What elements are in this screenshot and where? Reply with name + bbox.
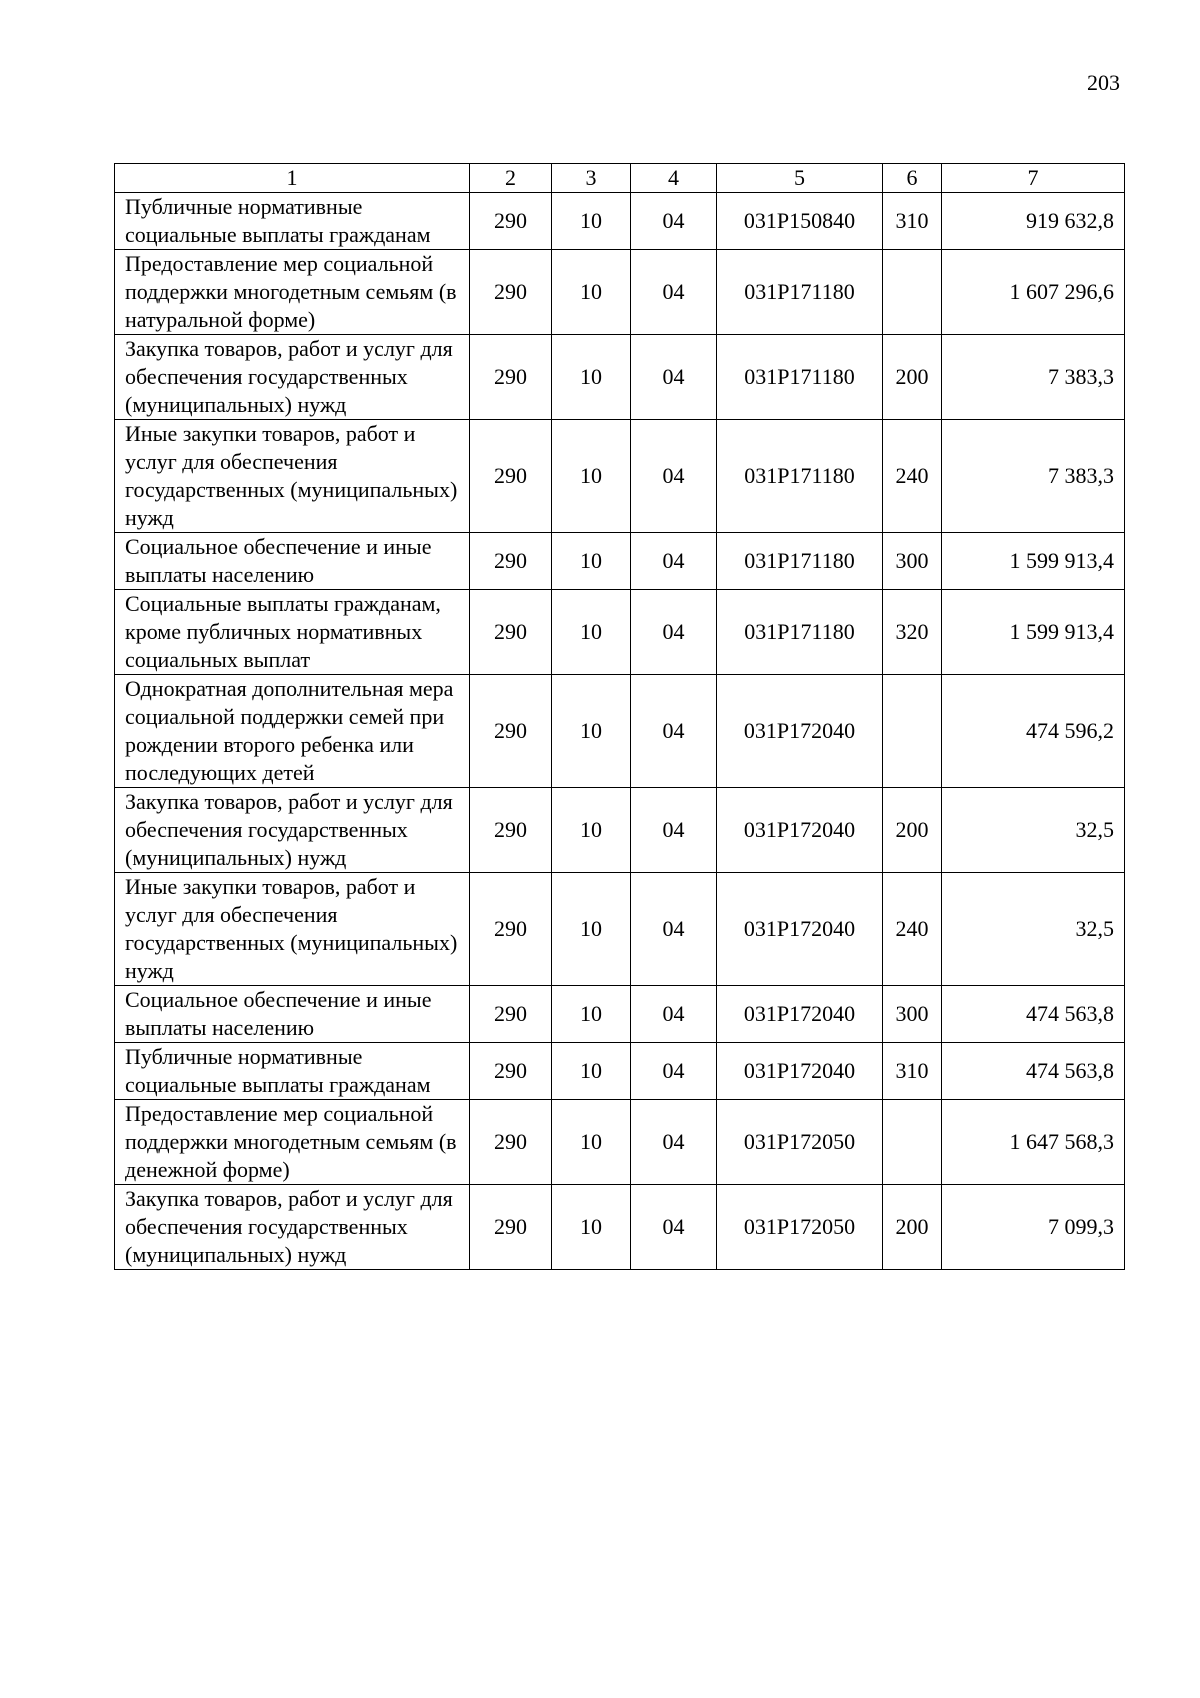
row-code: 290	[470, 590, 552, 675]
row-amount: 1 599 913,4	[942, 590, 1125, 675]
header-col-6: 6	[883, 164, 942, 193]
row-code: 290	[470, 533, 552, 590]
row-name: Предоставление мер социальной поддержки многодетным семьям (в натуральной форме)	[115, 250, 470, 335]
row-expense-type: 310	[883, 1043, 942, 1100]
row-section: 10	[552, 420, 631, 533]
row-code: 290	[470, 250, 552, 335]
row-amount: 7 099,3	[942, 1185, 1125, 1270]
row-code: 290	[470, 873, 552, 986]
row-code: 290	[470, 1185, 552, 1270]
row-expense-type: 240	[883, 420, 942, 533]
row-target-article: 031P171180	[717, 533, 883, 590]
header-col-7: 7	[942, 164, 1125, 193]
row-section: 10	[552, 335, 631, 420]
row-amount: 32,5	[942, 873, 1125, 986]
row-subsection: 04	[631, 193, 717, 250]
row-expense-type	[883, 250, 942, 335]
header-col-2: 2	[470, 164, 552, 193]
table-row	[115, 250, 1125, 335]
row-code: 290	[470, 420, 552, 533]
row-section: 10	[552, 193, 631, 250]
row-code: 290	[470, 335, 552, 420]
table-row	[115, 675, 1125, 788]
row-subsection: 04	[631, 1100, 717, 1185]
row-amount: 7 383,3	[942, 335, 1125, 420]
row-target-article: 031P172040	[717, 788, 883, 873]
row-subsection: 04	[631, 420, 717, 533]
row-expense-type	[883, 1100, 942, 1185]
row-subsection: 04	[631, 675, 717, 788]
row-subsection: 04	[631, 1043, 717, 1100]
row-subsection: 04	[631, 788, 717, 873]
table-row	[115, 533, 1125, 590]
row-expense-type: 240	[883, 873, 942, 986]
table-row	[115, 873, 1125, 986]
row-amount: 474 563,8	[942, 986, 1125, 1043]
row-target-article: 031P172040	[717, 873, 883, 986]
header-col-4: 4	[631, 164, 717, 193]
row-target-article: 031P171180	[717, 250, 883, 335]
row-subsection: 04	[631, 590, 717, 675]
row-expense-type: 310	[883, 193, 942, 250]
row-section: 10	[552, 1043, 631, 1100]
row-section: 10	[552, 1100, 631, 1185]
row-amount: 7 383,3	[942, 420, 1125, 533]
header-col-5: 5	[717, 164, 883, 193]
table-row	[115, 986, 1125, 1043]
row-subsection: 04	[631, 873, 717, 986]
row-name: Публичные нормативные социальные выплаты гражданам	[115, 193, 470, 250]
row-subsection: 04	[631, 250, 717, 335]
row-expense-type: 320	[883, 590, 942, 675]
row-target-article: 031P171180	[717, 335, 883, 420]
table-row	[115, 420, 1125, 533]
row-target-article: 031P172040	[717, 986, 883, 1043]
row-code: 290	[470, 1100, 552, 1185]
row-code: 290	[470, 788, 552, 873]
row-section: 10	[552, 1185, 631, 1270]
row-section: 10	[552, 250, 631, 335]
row-target-article: 031P172050	[717, 1100, 883, 1185]
row-name: Закупка товаров, работ и услуг для обеспечения государственных (муниципальных) нужд	[115, 788, 470, 873]
row-target-article: 031P172040	[717, 1043, 883, 1100]
row-section: 10	[552, 675, 631, 788]
table-row	[115, 1043, 1125, 1100]
row-expense-type: 300	[883, 986, 942, 1043]
row-name: Иные закупки товаров, работ и услуг для обеспечения государственных (муниципальных) нужд	[115, 873, 470, 986]
row-code: 290	[470, 675, 552, 788]
row-target-article: 031P172040	[717, 675, 883, 788]
header-col-1: 1	[115, 164, 470, 193]
row-section: 10	[552, 986, 631, 1043]
row-target-article: 031P172050	[717, 1185, 883, 1270]
row-name: Социальное обеспечение и иные выплаты населению	[115, 533, 470, 590]
row-name: Предоставление мер социальной поддержки многодетным семьям (в денежной форме)	[115, 1100, 470, 1185]
row-section: 10	[552, 788, 631, 873]
row-amount: 919 632,8	[942, 193, 1125, 250]
row-target-article: 031P171180	[717, 420, 883, 533]
row-target-article: 031P171180	[717, 590, 883, 675]
row-expense-type: 200	[883, 1185, 942, 1270]
row-name: Закупка товаров, работ и услуг для обеспечения государственных (муниципальных) нужд	[115, 1185, 470, 1270]
row-code: 290	[470, 193, 552, 250]
row-name: Социальные выплаты гражданам, кроме публичных нормативных социальных выплат	[115, 590, 470, 675]
budget-table	[114, 163, 1125, 1270]
row-name: Публичные нормативные социальные выплаты гражданам	[115, 1043, 470, 1100]
row-expense-type	[883, 675, 942, 788]
page-number: 203	[1087, 70, 1120, 95]
row-section: 10	[552, 873, 631, 986]
row-name: Иные закупки товаров, работ и услуг для обеспечения государственных (муниципальных) нужд	[115, 420, 470, 533]
row-subsection: 04	[631, 533, 717, 590]
row-amount: 1 599 913,4	[942, 533, 1125, 590]
row-target-article: 031P150840	[717, 193, 883, 250]
table-row	[115, 1185, 1125, 1270]
header-row	[115, 164, 1125, 193]
row-expense-type: 300	[883, 533, 942, 590]
row-name: Однократная дополнительная мера социальной поддержки семей при рождении второго ребенка или последующих детей	[115, 675, 470, 788]
row-section: 10	[552, 533, 631, 590]
row-subsection: 04	[631, 986, 717, 1043]
row-name: Социальное обеспечение и иные выплаты населению	[115, 986, 470, 1043]
table-row	[115, 1100, 1125, 1185]
row-amount: 474 596,2	[942, 675, 1125, 788]
row-amount: 32,5	[942, 788, 1125, 873]
table-row	[115, 193, 1125, 250]
row-section: 10	[552, 590, 631, 675]
row-subsection: 04	[631, 1185, 717, 1270]
table-row	[115, 788, 1125, 873]
row-subsection: 04	[631, 335, 717, 420]
header-col-3: 3	[552, 164, 631, 193]
table-row	[115, 590, 1125, 675]
row-name: Закупка товаров, работ и услуг для обеспечения государственных (муниципальных) нужд	[115, 335, 470, 420]
row-amount: 474 563,8	[942, 1043, 1125, 1100]
row-code: 290	[470, 986, 552, 1043]
table-body	[115, 193, 1125, 1270]
row-expense-type: 200	[883, 335, 942, 420]
row-amount: 1 647 568,3	[942, 1100, 1125, 1185]
row-amount: 1 607 296,6	[942, 250, 1125, 335]
table-row	[115, 335, 1125, 420]
row-expense-type: 200	[883, 788, 942, 873]
row-code: 290	[470, 1043, 552, 1100]
